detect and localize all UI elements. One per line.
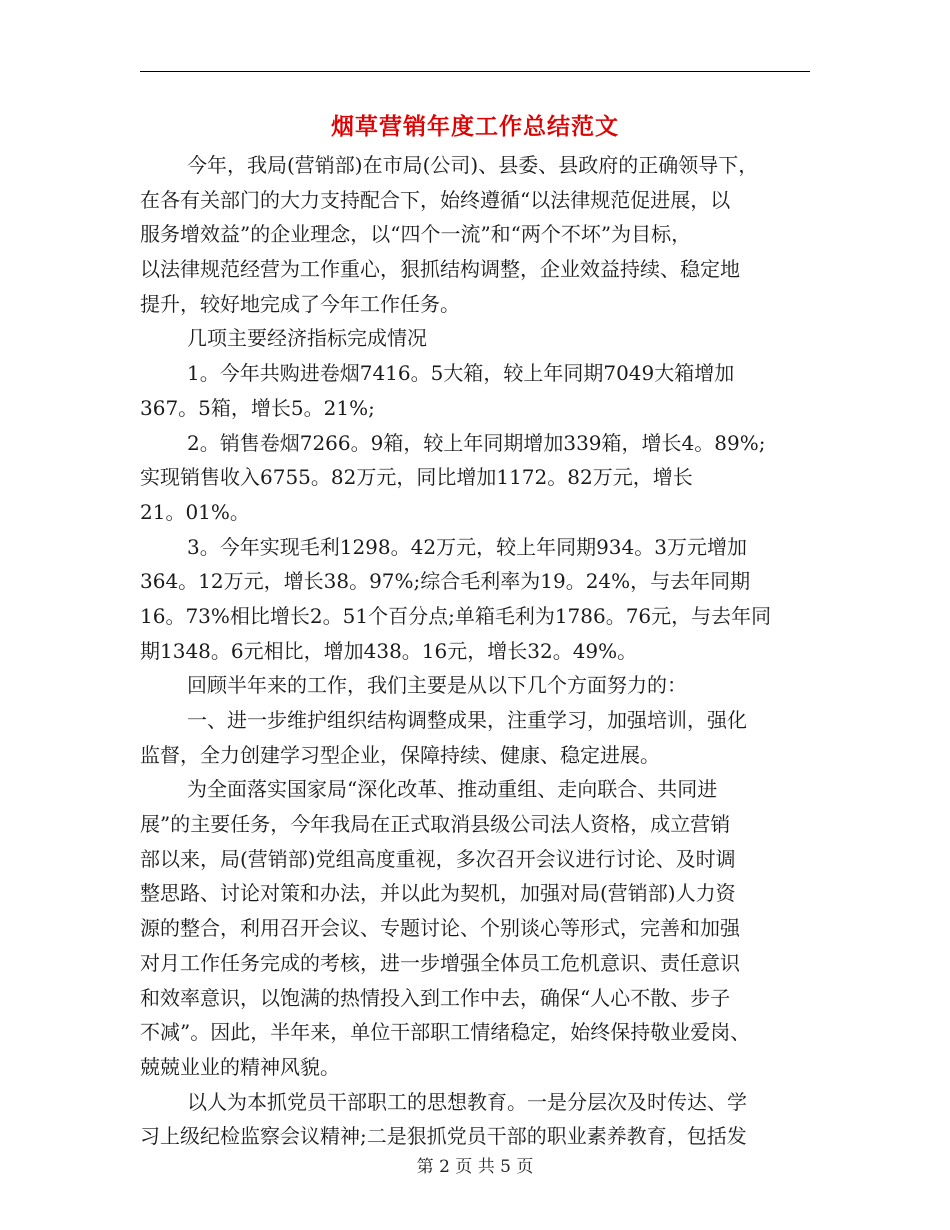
- body-line: 在各有关部门的大力支持配合下，始终遵循“以法律规范促进展，以: [140, 187, 731, 212]
- header-rule: [140, 71, 810, 72]
- body-line: 对月工作任务完成的考核，进一步增强全体员工危机意识、责任意识: [140, 950, 740, 975]
- body-line: 21。01%。: [140, 499, 250, 524]
- body-line: 今年，我局(营销部)在市局(公司)、县委、县政府的正确领导下，: [187, 153, 759, 177]
- body-line: 16。73%相比增长2。51个百分点;单箱毛利为1786。76元，与去年同: [140, 603, 772, 628]
- body-line: 兢兢业业的精神风貌。: [140, 1054, 340, 1079]
- body-line: 回顾半年来的工作，我们主要是从以下几个方面努力的：: [187, 673, 687, 698]
- document-title: 烟草营销年度工作总结范文: [331, 114, 619, 140]
- page-number: 第 2 页 共 5 页: [416, 1157, 534, 1177]
- body-line: 习上级纪检监察会议精神;二是狠抓党员干部的职业素养教育，包括发: [140, 1124, 747, 1149]
- body-line: 364。12万元，增长38。97%;综合毛利率为19。24%，与去年同期: [140, 569, 751, 594]
- document-body: [140, 148, 810, 1154]
- body-line: 一、进一步维护组织结构调整成果，注重学习，加强培训，强化: [187, 708, 747, 732]
- body-line: 3。今年实现毛利1298。42万元，较上年同期934。3万元增加: [187, 534, 747, 559]
- body-line: 2。销售卷烟7266。9箱，较上年同期增加339箱，增长4。89%;: [187, 430, 766, 455]
- body-line: 实现销售收入6755。82万元，同比增加1172。82万元，增长: [140, 465, 693, 490]
- body-line: 367。5箱，增长5。21%;: [140, 395, 375, 420]
- body-line: 展”的主要任务，今年我局在正式取消县级公司法人资格，成立营销: [140, 812, 731, 837]
- body-line: 服务增效益”的企业理念，以“四个一流”和“两个不坏”为目标，: [140, 222, 692, 247]
- body-line: 以人为本抓党员干部职工的思想教育。一是分层次及时传达、学: [187, 1089, 747, 1114]
- body-line: 期1348。6元相比，增加438。16元，增长32。49%。: [140, 638, 638, 663]
- body-line: 为全面落实国家局“深化改革、推动重组、走向联合、共同进: [187, 777, 718, 802]
- body-line: 几项主要经济指标完成情况: [187, 326, 427, 351]
- body-line: 整思路、讨论对策和办法，并以此为契机，加强对局(营销部)人力资: [140, 881, 736, 906]
- body-line: 部以来，局(营销部)党组高度重视，多次召开会议进行讨论、及时调: [140, 846, 736, 871]
- body-line: 和效率意识，以饱满的热情投入到工作中去，确保“人心不散、步子: [140, 985, 731, 1010]
- body-line: 1。今年共购进卷烟7416。5大箱，较上年同期7049大箱增加: [187, 361, 735, 386]
- body-line: 监督，全力创建学习型企业，保障持续、健康、稳定进展。: [140, 742, 660, 767]
- body-line: 不减”。因此，半年来，单位干部职工情绪稳定，始终保持敬业爱岗、: [140, 1020, 751, 1045]
- body-line: 提升，较好地完成了今年工作任务。: [140, 291, 460, 316]
- body-line: 源的整合，利用召开会议、专题讨论、个别谈心等形式，完善和加强: [140, 916, 740, 941]
- body-line: 以法律规范经营为工作重心，狠抓结构调整，企业效益持续、稳定地: [140, 257, 740, 282]
